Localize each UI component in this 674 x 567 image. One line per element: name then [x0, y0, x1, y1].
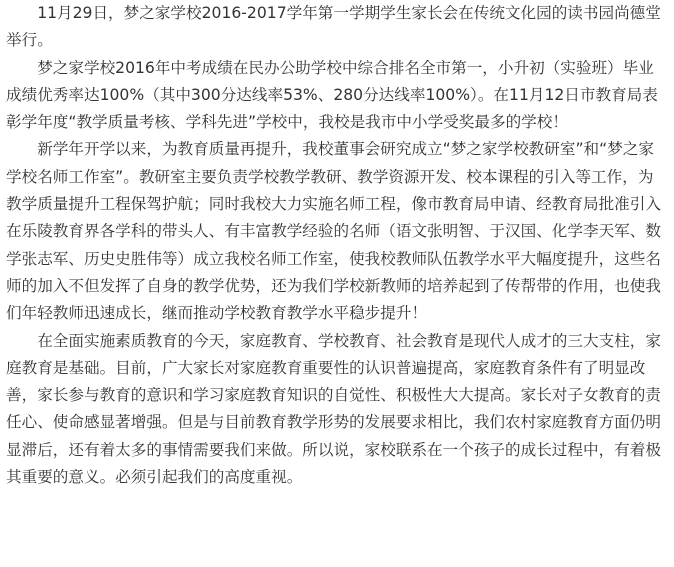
paragraph-exam-results: 梦之家学校2016年中考成绩在民办公助学校中综合排名全市第一，小升初（实验班）毕业成绩优秀率达100%（其中300分达线率53%、280分达线率100%）。在11月12日市教育局表彰学年度“教学质量考核、学科先进”学校中，我校是我市中小学受奖最多的学校！ [6, 58, 658, 132]
paragraph-family-education: 在全面实施素质教育的今天，家庭教育、学校教育、社会教育是现代人成才的三大支柱，家庭教育是基础。目前，广大家长对家庭教育重要性的认识普遍提高，家庭教育条件有了明显改善，家长参与教育的意识和学习家庭教育知识的自觉性、积极性大大提高。家长对子女教育的责任心、使命感显著增强。但是与目前教育教学形势的发展要求相比，我们农村家庭教育方面仍明显滞后，还有着太多的事情需要我们来做。所以说，家校联系在一个孩子的成长过程中，有着极其重要的意义。必须引起我们的高度重视。 [6, 331, 661, 487]
paragraph-meeting-announcement: 11月29日，梦之家学校2016-2017学年第一学期学生家长会在传统文化园的读书园尚德堂举行。 [6, 4, 661, 50]
paragraph-teaching-research: 新学年开学以来，为教育质量再提升，我校董事会研究成立“梦之家学校教研室”和“梦之家学校名师工作室”。教研室主要负责学校教学教研、教学资源开发、校本课程的引入等工作，为教学质量提升工程保驾护航；同时我校大力实施名师工程，像市教育局申请、经教育局批准引入在乐陵教育界各学科的带头人、有丰富教学经验的名师（语文张明智、于汉国、化学李天军、数学张志军、历史史胜伟等）成立我校名师工作室，使我校教师队伍教学水平大幅度提升，这些名师的加入不但发挥了自身的教学优势，还为我们学校新教师的培养起到了传帮带的作用，也使我们年轻教师迅速成长，继而推动学校教育教学水平稳步提升！ [6, 140, 661, 323]
